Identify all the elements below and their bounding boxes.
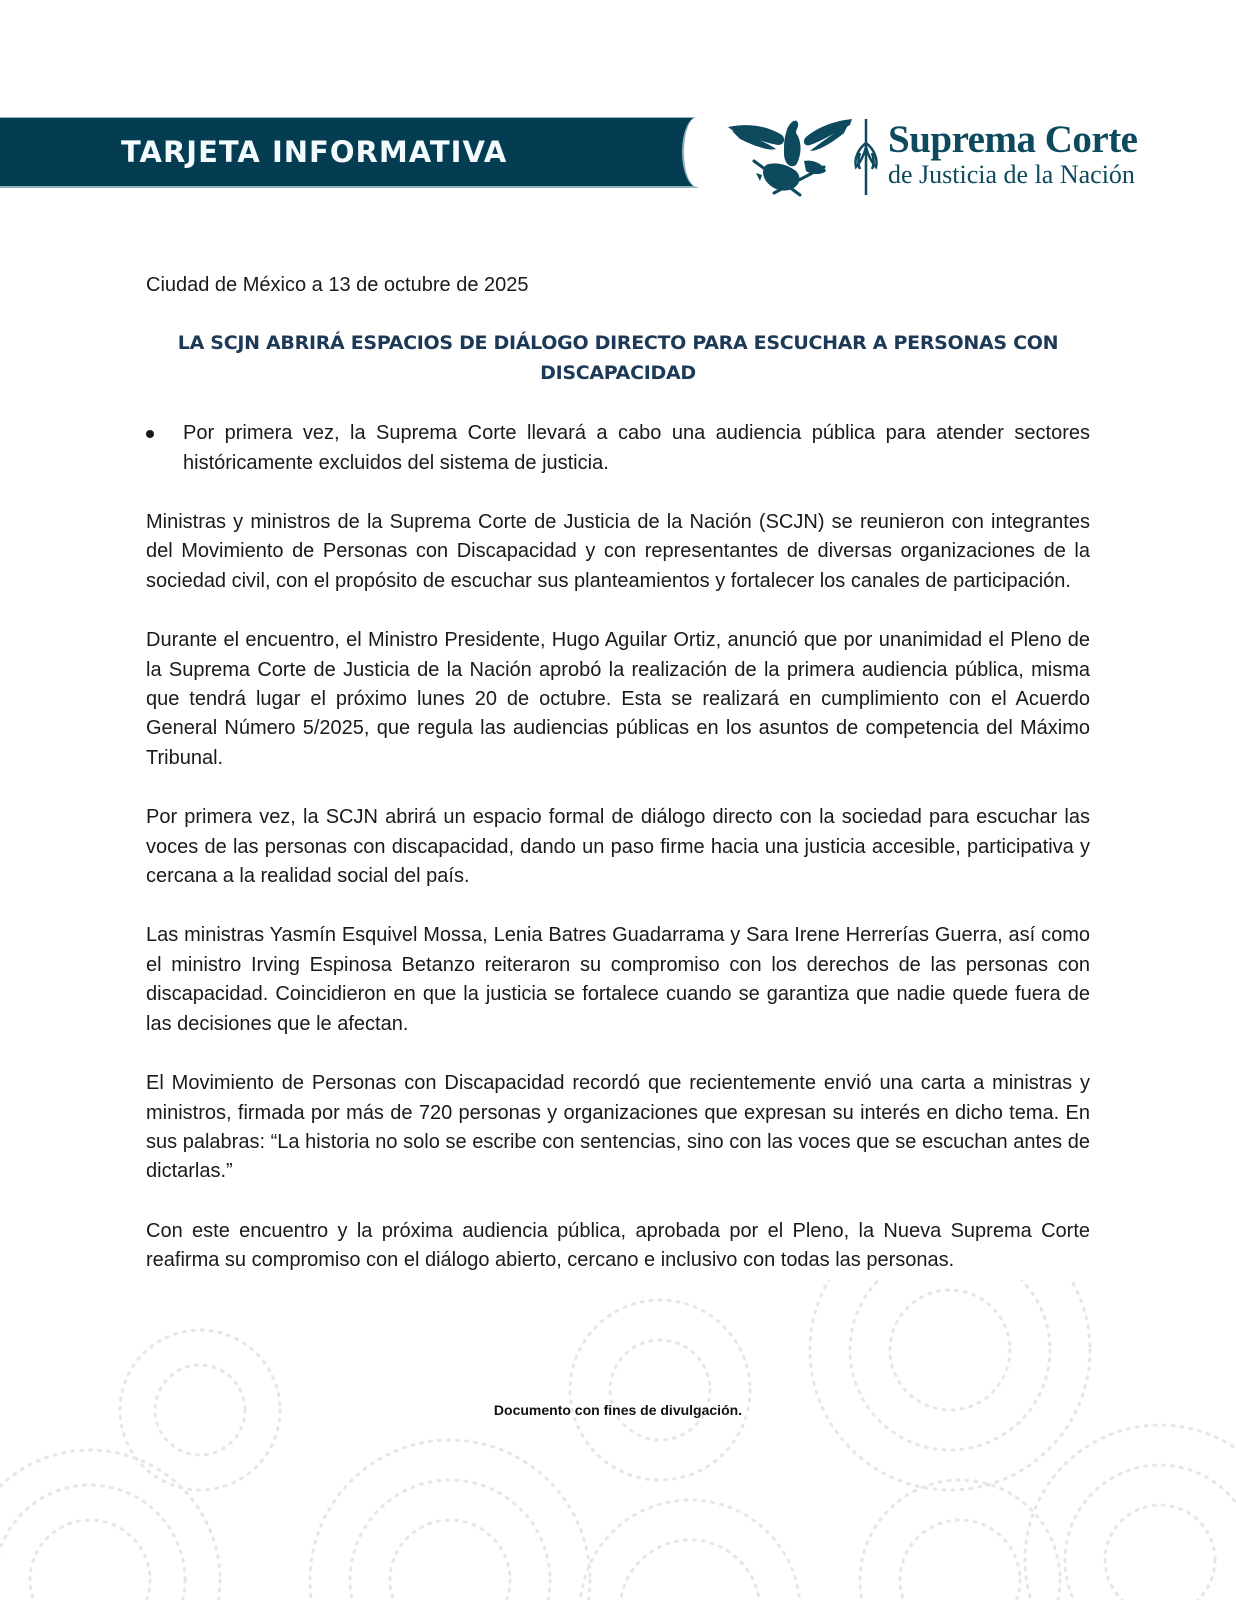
highlight-item: [146, 418, 1090, 478]
paragraph-2: Durante el encuentro, el Ministro Presidente, Hugo Aguilar Ortiz, anunció que por unanimidad el Pleno de la Suprema Corte de Justicia de la Nación aprobó la realización de la primera audiencia pública, misma que tendrá lugar el próximo lunes 20 de octubre. Esta se realizará en cumplimiento con el Acuerdo General Número 5/2025, que regula las audiencias públicas en los asuntos de competencia del Máximo Tribunal.: [146, 629, 1090, 769]
paragraph-6: Con este encuentro y la próxima audiencia pública, aprobada por el Pleno, la Nueva Suprema Corte reafirma su compromiso con el diálogo abierto, cercano e inclusivo con todas las personas.: [146, 1219, 1090, 1272]
highlights-list: [146, 418, 1090, 478]
eagle-emblem-icon: [726, 115, 866, 197]
logo-title: Suprema Corte: [888, 118, 1138, 161]
headline: LA SCJN ABRIRÁ ESPACIOS DE DIÁLOGO DIRECTO PARA ESCUCHAR A PERSONAS CON DISCAPACIDAD: [177, 332, 1059, 384]
paragraph-4: Las ministras Yasmín Esquivel Mossa, Lenia Batres Guadarrama y Sara Irene Herrerías Guerra, así como el ministro Irving Espinosa Betanzo reiteraron su compromiso con los derechos de las personas con discapacidad. Coincidieron en que la justicia se fortalece cuando se garantiza que nadie quede fuera de las decisiones que le afectan.: [146, 924, 1090, 1035]
staff-emblem-icon: [846, 117, 886, 197]
paragraph-1: Ministras y ministros de la Suprema Corte de Justicia de la Nación (SCJN) se reunieron con integrantes del Movimiento de Personas con Discapacidad y con representantes de diversas organizaciones de la sociedad civil, con el propósito de escuchar sus planteamientos y fortalecer los canales de participación.: [146, 511, 1090, 592]
bullet-icon: [146, 430, 154, 438]
dateline: Ciudad de México a 13 de octubre de 2025: [146, 274, 529, 296]
paragraph-3: Por primera vez, la SCJN abrirá un espacio formal de diálogo directo con la sociedad para escuchar las voces de las personas con discapacidad, dando un paso firme hacia una justicia accesible, participativa y cercana a la realidad social del país.: [146, 806, 1090, 888]
banner-title: TARJETA INFORMATIVA: [121, 135, 508, 169]
logo-subtitle: de Justicia de la Nación: [888, 160, 1135, 189]
paragraph-5: El Movimiento de Personas con Discapacidad recordó que recientemente envió una carta a ministras y ministros, firmada por más de 720 personas y organizaciones que expresan su interés en dicho tema. En sus palabras: “La historia no solo se escribe con sentencias, sino con las voces que se escuchan antes de dictarlas.”: [146, 1072, 1090, 1183]
document-body: [146, 270, 1090, 1306]
scjn-logo: [726, 115, 1146, 197]
header-banner: [0, 117, 698, 188]
highlight-text: Por primera vez, la Suprema Corte llevará a cabo una audiencia pública para atender sectores históricamente excluidos del sistema de justicia.: [183, 422, 1090, 474]
footer-disclaimer: Documento con fines de divulgación.: [493, 1402, 743, 1418]
dotted-circles-watermark: [0, 1280, 1236, 1600]
